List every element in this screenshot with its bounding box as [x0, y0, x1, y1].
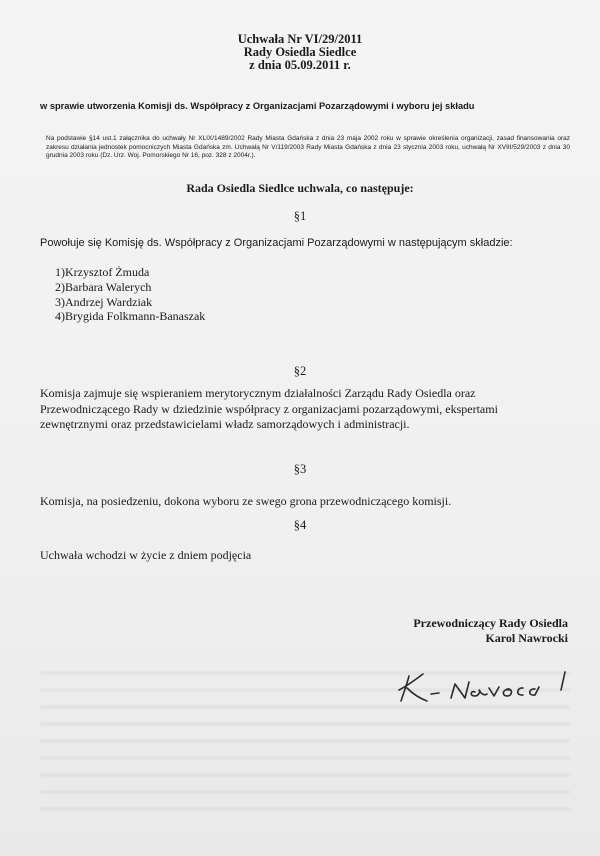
list-item: 3)Andrzej Wardziak [55, 294, 153, 309]
legal-basis: Na podstawie §14 ust.1 załącznika do uchwały Nr XLIX/1489/2002 Rady Miasta Gdańska z dnia 23 maja 2002 roku w sprawie określenia organizacji, zasad finansowania oraz zakresu działania jednostek pomocniczych Miasta Gdańska zm. Uchwałą Nr V/119/2003 Rady Miasta Gdańska z dnia 23 stycznia 2003 roku, uchwałą Nr XVIII/529/2003 z dnia 30 grudnia 2003 roku (Dz. Urz. Woj. Pomorskiego Nr 16, poz. 328 z 2004r.). [46, 135, 570, 160]
members-list [55, 265, 205, 324]
signatory-name: Karol Nawrocki [485, 631, 568, 645]
section-mark-3: §3 [293, 462, 307, 476]
resolves-heading: Rada Osiedla Siedlce uchwala, co następuje: [186, 181, 414, 195]
list-item: 2)Barbara Walerych [55, 279, 152, 294]
council-name: Rady Osiedla Siedlce [243, 45, 357, 59]
section-mark-4: §4 [293, 518, 307, 532]
section-mark-1: §1 [293, 209, 307, 223]
resolution-subject: w sprawie utworzenia Komisji ds. Współpracy z Organizacjami Pozarządowymi i wyboru jej składu [40, 101, 475, 111]
resolution-date: z dnia 05.09.2011 r. [249, 58, 351, 72]
section-text-4: Uchwała wchodzi w życie z dniem podjęcia [40, 548, 252, 562]
list-item: 4)Brygida Folkmann-Banaszak [55, 309, 206, 324]
signatory-title: Przewodniczący Rady Osiedla [413, 616, 568, 630]
section-text-2: Komisja zajmuje się wspieraniem merytorycznym działalności Zarządu Rady Osiedla oraz Przewodniczącego Rady w dziedzinie współpracy z organizacjami pozarządowymi, ekspertami zewnętrznymi oraz przedstawicielami władz samorządowych i administracji. [40, 386, 498, 431]
list-item: 1)Krzysztof Żmuda [55, 265, 150, 279]
handwritten-signature [395, 668, 580, 710]
section-mark-2: §2 [293, 364, 307, 378]
section-text-3: Komisja, na posiedzeniu, dokona wyboru ze swego grona przewodniczącego komisji. [40, 494, 452, 508]
resolution-number: Uchwała Nr VI/29/2011 [237, 32, 363, 46]
section-text-1: Powołuje się Komisję ds. Współpracy z Organizacjami Pozarządowymi w następującym składzie: [40, 237, 513, 249]
